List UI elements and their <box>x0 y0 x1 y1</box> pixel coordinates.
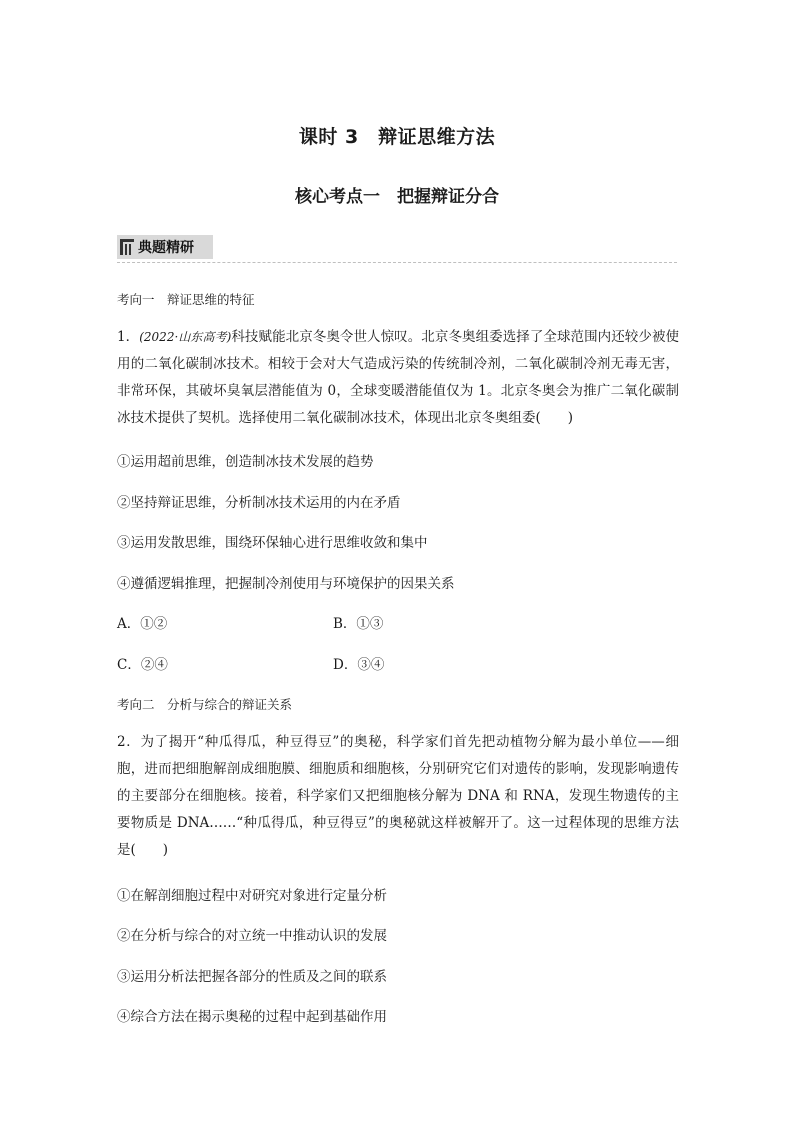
page-title: 课时 3 辩证思维方法 <box>298 126 496 148</box>
q2-statement-4: ④综合方法在揭示奥秘的过程中起到基础作用 <box>117 1009 387 1025</box>
direction-2-heading: 考向二 分析与综合的辩证关系 <box>117 697 293 712</box>
banner-label: 典题精研 <box>138 240 194 256</box>
q1-option-a[interactable]: A．①② <box>117 616 168 632</box>
divider <box>117 262 677 263</box>
question-source: (2022·山东高考) <box>139 330 232 344</box>
direction-1-heading: 考向一 辩证思维的特征 <box>117 292 255 307</box>
q1-statement-4: ④遵循逻辑推理，把握制冷剂使用与环境保护的因果关系 <box>117 576 455 592</box>
q2-statement-3: ③运用分析法把握各部分的性质及之间的联系 <box>117 969 387 985</box>
section-banner <box>117 235 213 259</box>
q2-statement-1: ①在解剖细胞过程中对研究对象进行定量分析 <box>117 888 387 904</box>
book-icon <box>120 239 134 255</box>
question-number: 1． <box>117 329 140 345</box>
question-text: 科技赋能北京冬奥令世人惊叹。北京冬奥组委选择了全球范围内还较少被使用的二氧化碳制冰技术。相较于会对大气造成污染的传统制冷剂，二氧化碳制冷剂无毒无害，非常环保，其破坏臭氧层潜能值为 0，全球变暖潜能值仅为 1。北京冬奥会为推广二氧化碳制冰技术提供了契机。选择使用二氧化碳制冰技术，体现出北京冬奥组委( ) <box>117 329 680 426</box>
question-2-stem <box>117 729 679 864</box>
q1-option-d[interactable]: D．③④ <box>333 657 385 673</box>
section-title: 核心考点一 把握辩证分合 <box>295 187 499 207</box>
question-number: 2． <box>117 734 141 750</box>
q1-statement-3: ③运用发散思维，围绕环保轴心进行思维收敛和集中 <box>117 535 428 551</box>
q1-statement-2: ②坚持辩证思维，分析制冰技术运用的内在矛盾 <box>117 495 401 511</box>
q2-statement-2: ②在分析与综合的对立统一中推动认识的发展 <box>117 928 387 944</box>
q1-statement-1: ①运用超前思维，创造制冰技术发展的趋势 <box>117 454 374 470</box>
q1-option-b[interactable]: B．①③ <box>333 616 384 632</box>
question-text: 为了揭开“种瓜得瓜，种豆得豆”的奥秘，科学家们首先把动植物分解为最小单位——细胞，进而把细胞解剖成细胞膜、细胞质和细胞核，分别研究它们对遗传的影响，发现影响遗传的主要部分在细胞核。接着，科学家们又把细胞核分解为 DNA 和 RNA，发现生物遗传的主要物质是 DNA……“种瓜得瓜，种豆得豆”的奥秘就这样被解开了。这一过程体现的思维方法是( ) <box>117 734 679 858</box>
question-1-stem <box>117 324 679 432</box>
q1-option-c[interactable]: C．②④ <box>117 657 168 673</box>
